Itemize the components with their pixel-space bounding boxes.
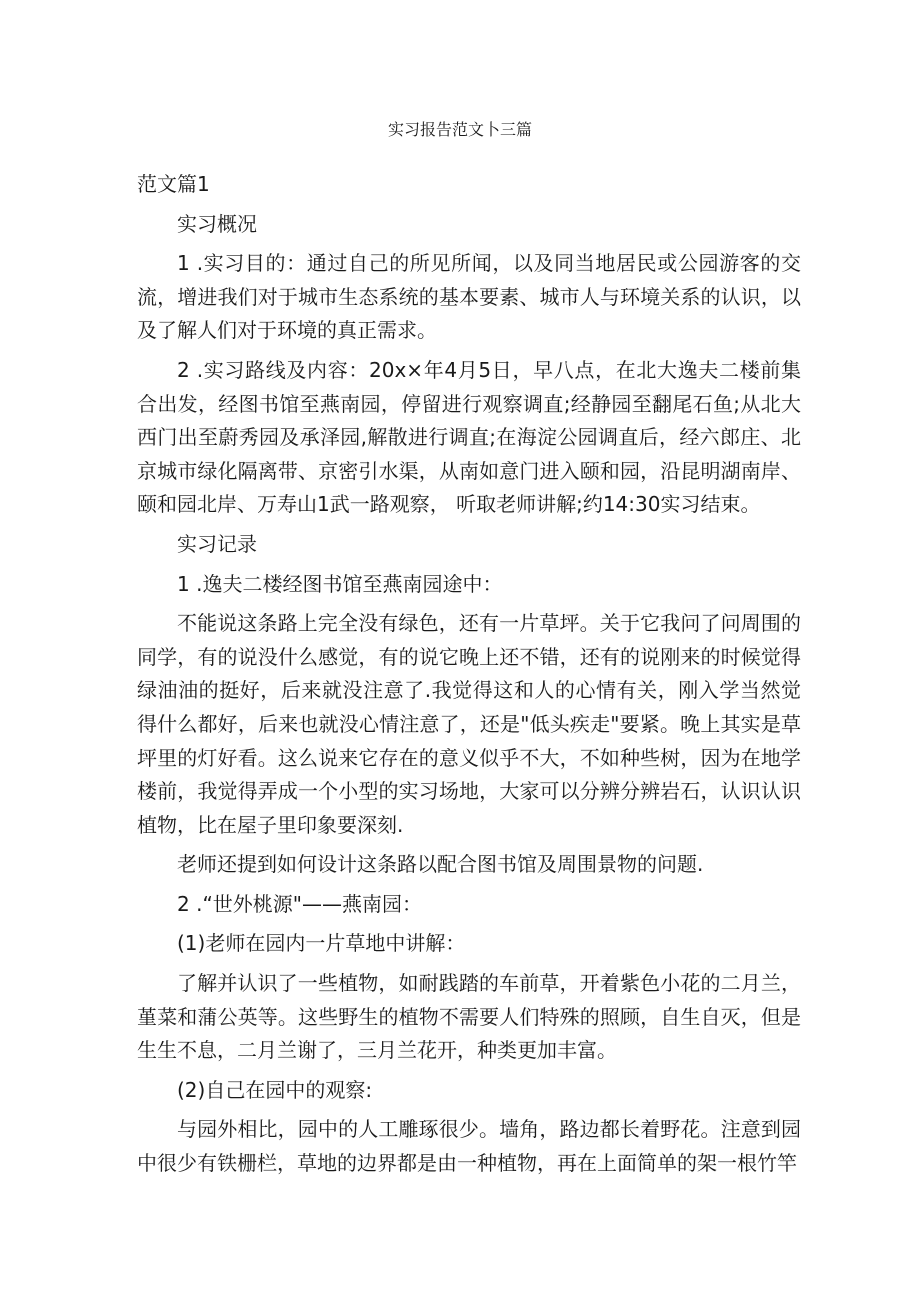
document-title: 实习报告范文卜三篇 [387, 120, 532, 139]
paragraph-record-1-heading: 1 .逸夫二楼经图书馆至燕南园途中： [177, 571, 503, 596]
paragraph-heading-essay-1: 范文篇1 [137, 172, 210, 196]
paragraph-route: 2 .实习路线及内容：20x×年4月5日，早八点，在北大逸夫二楼前集合出发，经图书馆至燕南园，停留进行观察调直;经静园至翻尾石鱼;从北大西门出至蔚秀园及承泽园,解散进行调直;在海淀公园调直后，经六郎庄、北京城市绿化隔离带、京密引水渠，从南如意门进入颐和园，沿昆明湖南岸、颐和园北岸、万寿山1武一路观察， 听取老师讲解;约14:30实习结束。 [137, 357, 801, 517]
document-body [137, 168, 801, 1181]
paragraph-purpose: 1 .实习目的：通过自己的所见所闻，以及同当地居民或公园游客的交流，增进我们对于城市生态系统的基本要素、城市人与环境关系的认识，以及了解人们对于环境的真正需求。 [137, 251, 801, 343]
paragraph-own-observation-heading: (2)自己在园中的观察: [177, 1077, 373, 1102]
paragraph-heading-record: 实习记录 [177, 531, 257, 556]
paragraph-lawn: 不能说这条路上完全没有绿色，还有一片草坪。关于它我问了问周围的同学，有的说没什么感觉，有的说它晚上还不错，还有的说刚来的时候觉得绿油油的挺好，后来就没注意了.我觉得这和人的心情有关，刚入学当然觉得什么都好，后来也就没心情注意了，还是"低头疾走"要紧。晚上其实是草坪里的灯好看。这么说来它存在的意义似乎不大，不如种些树，因为在地学楼前，我觉得弄成一个小型的实习场地，大家可以分辨分辨岩石，认识认识植物，比在屋子里印象要深刻. [137, 611, 801, 837]
paragraph-teacher-lecture-heading: (1)老师在园内一片草地中讲解： [177, 931, 466, 956]
paragraph-record-2-heading: 2 .“世外桃源"——燕南园： [177, 891, 422, 916]
paragraph-teacher-road: 老师还提到如何设计这条路以配合图书馆及周围景物的问题. [177, 852, 704, 877]
paragraph-garden-observation: 与园外相比，园中的人工雕琢很少。墙角，路边都长着野花。注意到园中很少有铁栅栏，草地的边界都是由一种植物，再在上面简单的架一根竹竿 [137, 1117, 801, 1176]
paragraph-heading-overview: 实习概况 [177, 211, 257, 236]
paragraph-plants: 了解并认识了一些植物，如耐践踏的车前草，开着紫色小花的二月兰，堇菜和蒲公英等。这些野生的植物不需要人们特殊的照顾，自生自灭，但是生生不息，二月兰谢了，三月兰花开，种类更加丰富。 [137, 971, 801, 1063]
